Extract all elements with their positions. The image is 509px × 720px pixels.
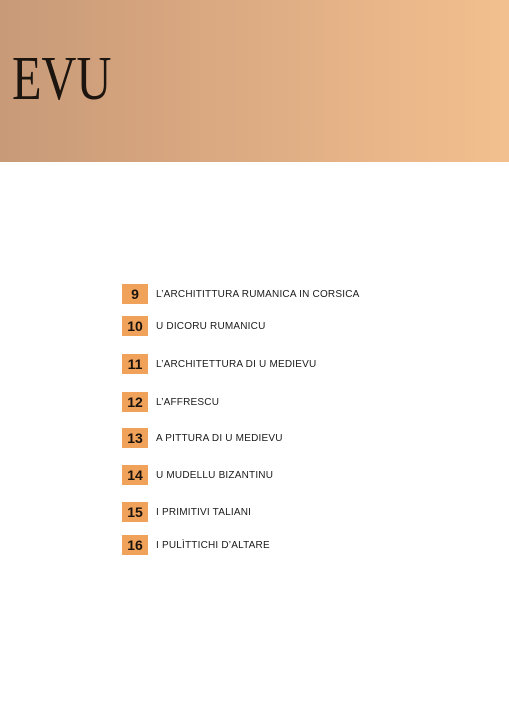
chapter-title: L’ARCHITITTURA RUMANICA IN CORSICA [156, 288, 360, 300]
chapter-title: L’ARCHITETTURA DI U MEDIEVU [156, 358, 317, 370]
toc-entry[interactable] [122, 465, 273, 485]
page-number-badge: 13 [122, 428, 148, 448]
page-number-badge: 15 [122, 502, 148, 522]
page-number-badge: 14 [122, 465, 148, 485]
chapter-title: A PITTURA DI U MEDIEVU [156, 432, 283, 444]
page-number-badge: 10 [122, 316, 148, 336]
table-of-contents [122, 0, 492, 720]
page-title: EVU [12, 45, 112, 113]
chapter-title: I PULÌTTICHI D’ALTARE [156, 539, 270, 551]
page-number-badge: 11 [122, 354, 148, 374]
toc-entry[interactable] [122, 502, 251, 522]
chapter-title: I PRIMITIVI TALIANI [156, 506, 252, 518]
page-number-badge: 12 [122, 392, 148, 412]
toc-entry[interactable] [122, 535, 270, 555]
chapter-title: U DICORU RUMANICU [156, 320, 266, 332]
chapter-title: L’AFFRESCU [156, 396, 220, 408]
toc-entry[interactable] [122, 354, 316, 374]
chapter-title: U MUDELLU BIZANTINU [156, 469, 274, 481]
toc-entry[interactable] [122, 316, 266, 336]
page-number-badge: 16 [122, 535, 148, 555]
page-number-badge: 9 [122, 284, 148, 304]
toc-entry[interactable] [122, 284, 360, 304]
toc-entry[interactable] [122, 428, 283, 448]
toc-entry[interactable] [122, 392, 219, 412]
